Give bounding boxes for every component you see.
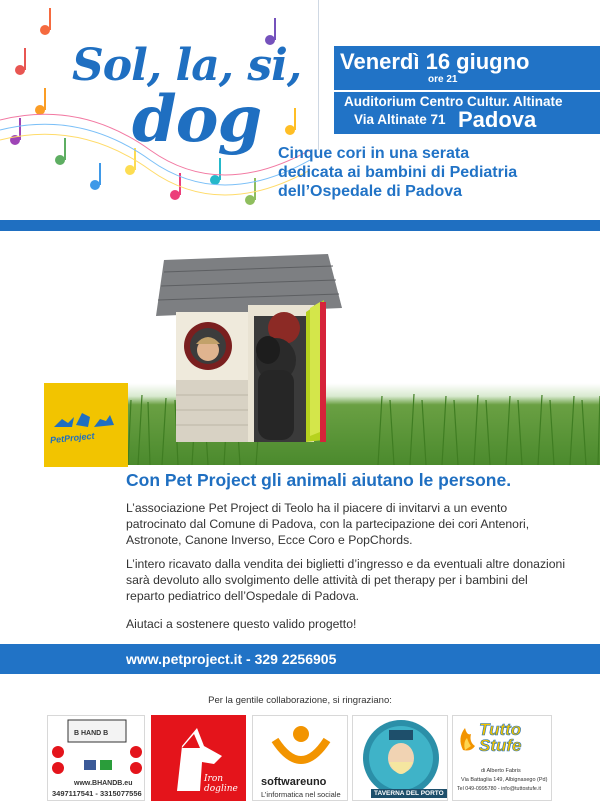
bhandb-brand: B HAND B: [74, 730, 109, 737]
blue-band: [0, 220, 600, 231]
tuttostufe-name: Tutto Stufe: [479, 720, 522, 755]
event-subtitle: [278, 144, 588, 201]
event-title-line1: Sol, la, si,: [72, 40, 302, 91]
sponsor-softwareuno-logo: [252, 715, 348, 801]
paragraph-call-to-action: Aiutaci a sostenere questo valido progetto!: [126, 617, 357, 631]
tuttostufe-contacts: Tel 049-0995780 - info@tuttostufe.it: [457, 786, 541, 792]
divider: [318, 0, 319, 150]
paragraph-invitation: L’associazione Pet Project di Teolo ha il piacere di invitarvi a un evento patrocinato dal Comune di Padova, con la partecipazione dei cori Antenori, Astronote, Canone Inverso, Ecce Coro e PopChords.: [126, 501, 530, 547]
paw-animals-icon: [44, 383, 128, 467]
date-banner: [334, 46, 600, 90]
contact-link[interactable]: www.petproject.it - 329 2256905: [126, 651, 337, 667]
bhandb-phones: 3497117541 - 3315077556: [52, 789, 142, 798]
sponsor-taverna-logo: [352, 715, 448, 801]
sponsor-tuttostufe-logo: [452, 715, 552, 801]
sponsor-bhandb-logo: [47, 715, 145, 801]
playhouse-illustration: [128, 250, 600, 465]
softwareuno-tagline: L’informatica nel sociale: [261, 790, 341, 799]
paragraph-donation: L’intero ricavato dalla vendita dei biglietti d’ingresso e da eventuali altre donazioni sarà devoluto allo svolgimento delle attività di pet therapy per i bambini del reparto pediatrico dell’Ospedale di Padova.: [126, 557, 566, 603]
petproject-logo: [44, 383, 128, 467]
softwareuno-name: softwareuno: [261, 776, 327, 788]
event-time: ore 21: [428, 74, 458, 85]
venue-city: Padova: [458, 107, 537, 132]
venue-address: Via Altinate 71: [354, 112, 446, 127]
taverna-name: TAVERNA DEL PORTO: [371, 789, 447, 798]
tuttostufe-address: Via Battaglia 149, Albignasego (Pd): [461, 777, 548, 783]
tuttostufe-owner: di Alberto Fabris: [481, 768, 521, 774]
thanks-text: Per la gentile collaborazione, si ringraziano:: [208, 695, 392, 706]
venue-name: Auditorium Centro Cultur. Altinate: [344, 94, 563, 109]
headline: Con Pet Project gli animali aiutano le persone.: [126, 470, 512, 490]
logo-text: PetProject: [49, 430, 95, 446]
subtitle-line: dell’Ospedale di Padova: [278, 183, 463, 200]
bhandb-url: www.BHANDB.eu: [74, 780, 133, 787]
softwareuno-icon: [253, 716, 348, 776]
venue-banner: [334, 92, 600, 134]
sponsor-iron-dogline-logo: [151, 715, 246, 801]
subtitle-line: Cinque cori in una serata: [278, 145, 470, 162]
iron-dogline-name: Iron dogline: [204, 774, 238, 794]
event-date: Venerdì 16 giugno: [340, 49, 530, 74]
subtitle-line: dedicata ai bambini di Pediatria: [278, 164, 518, 181]
event-title-line2: dog: [132, 82, 262, 157]
contact-band: [0, 644, 600, 674]
playhouse-dog-photo: [128, 250, 600, 465]
